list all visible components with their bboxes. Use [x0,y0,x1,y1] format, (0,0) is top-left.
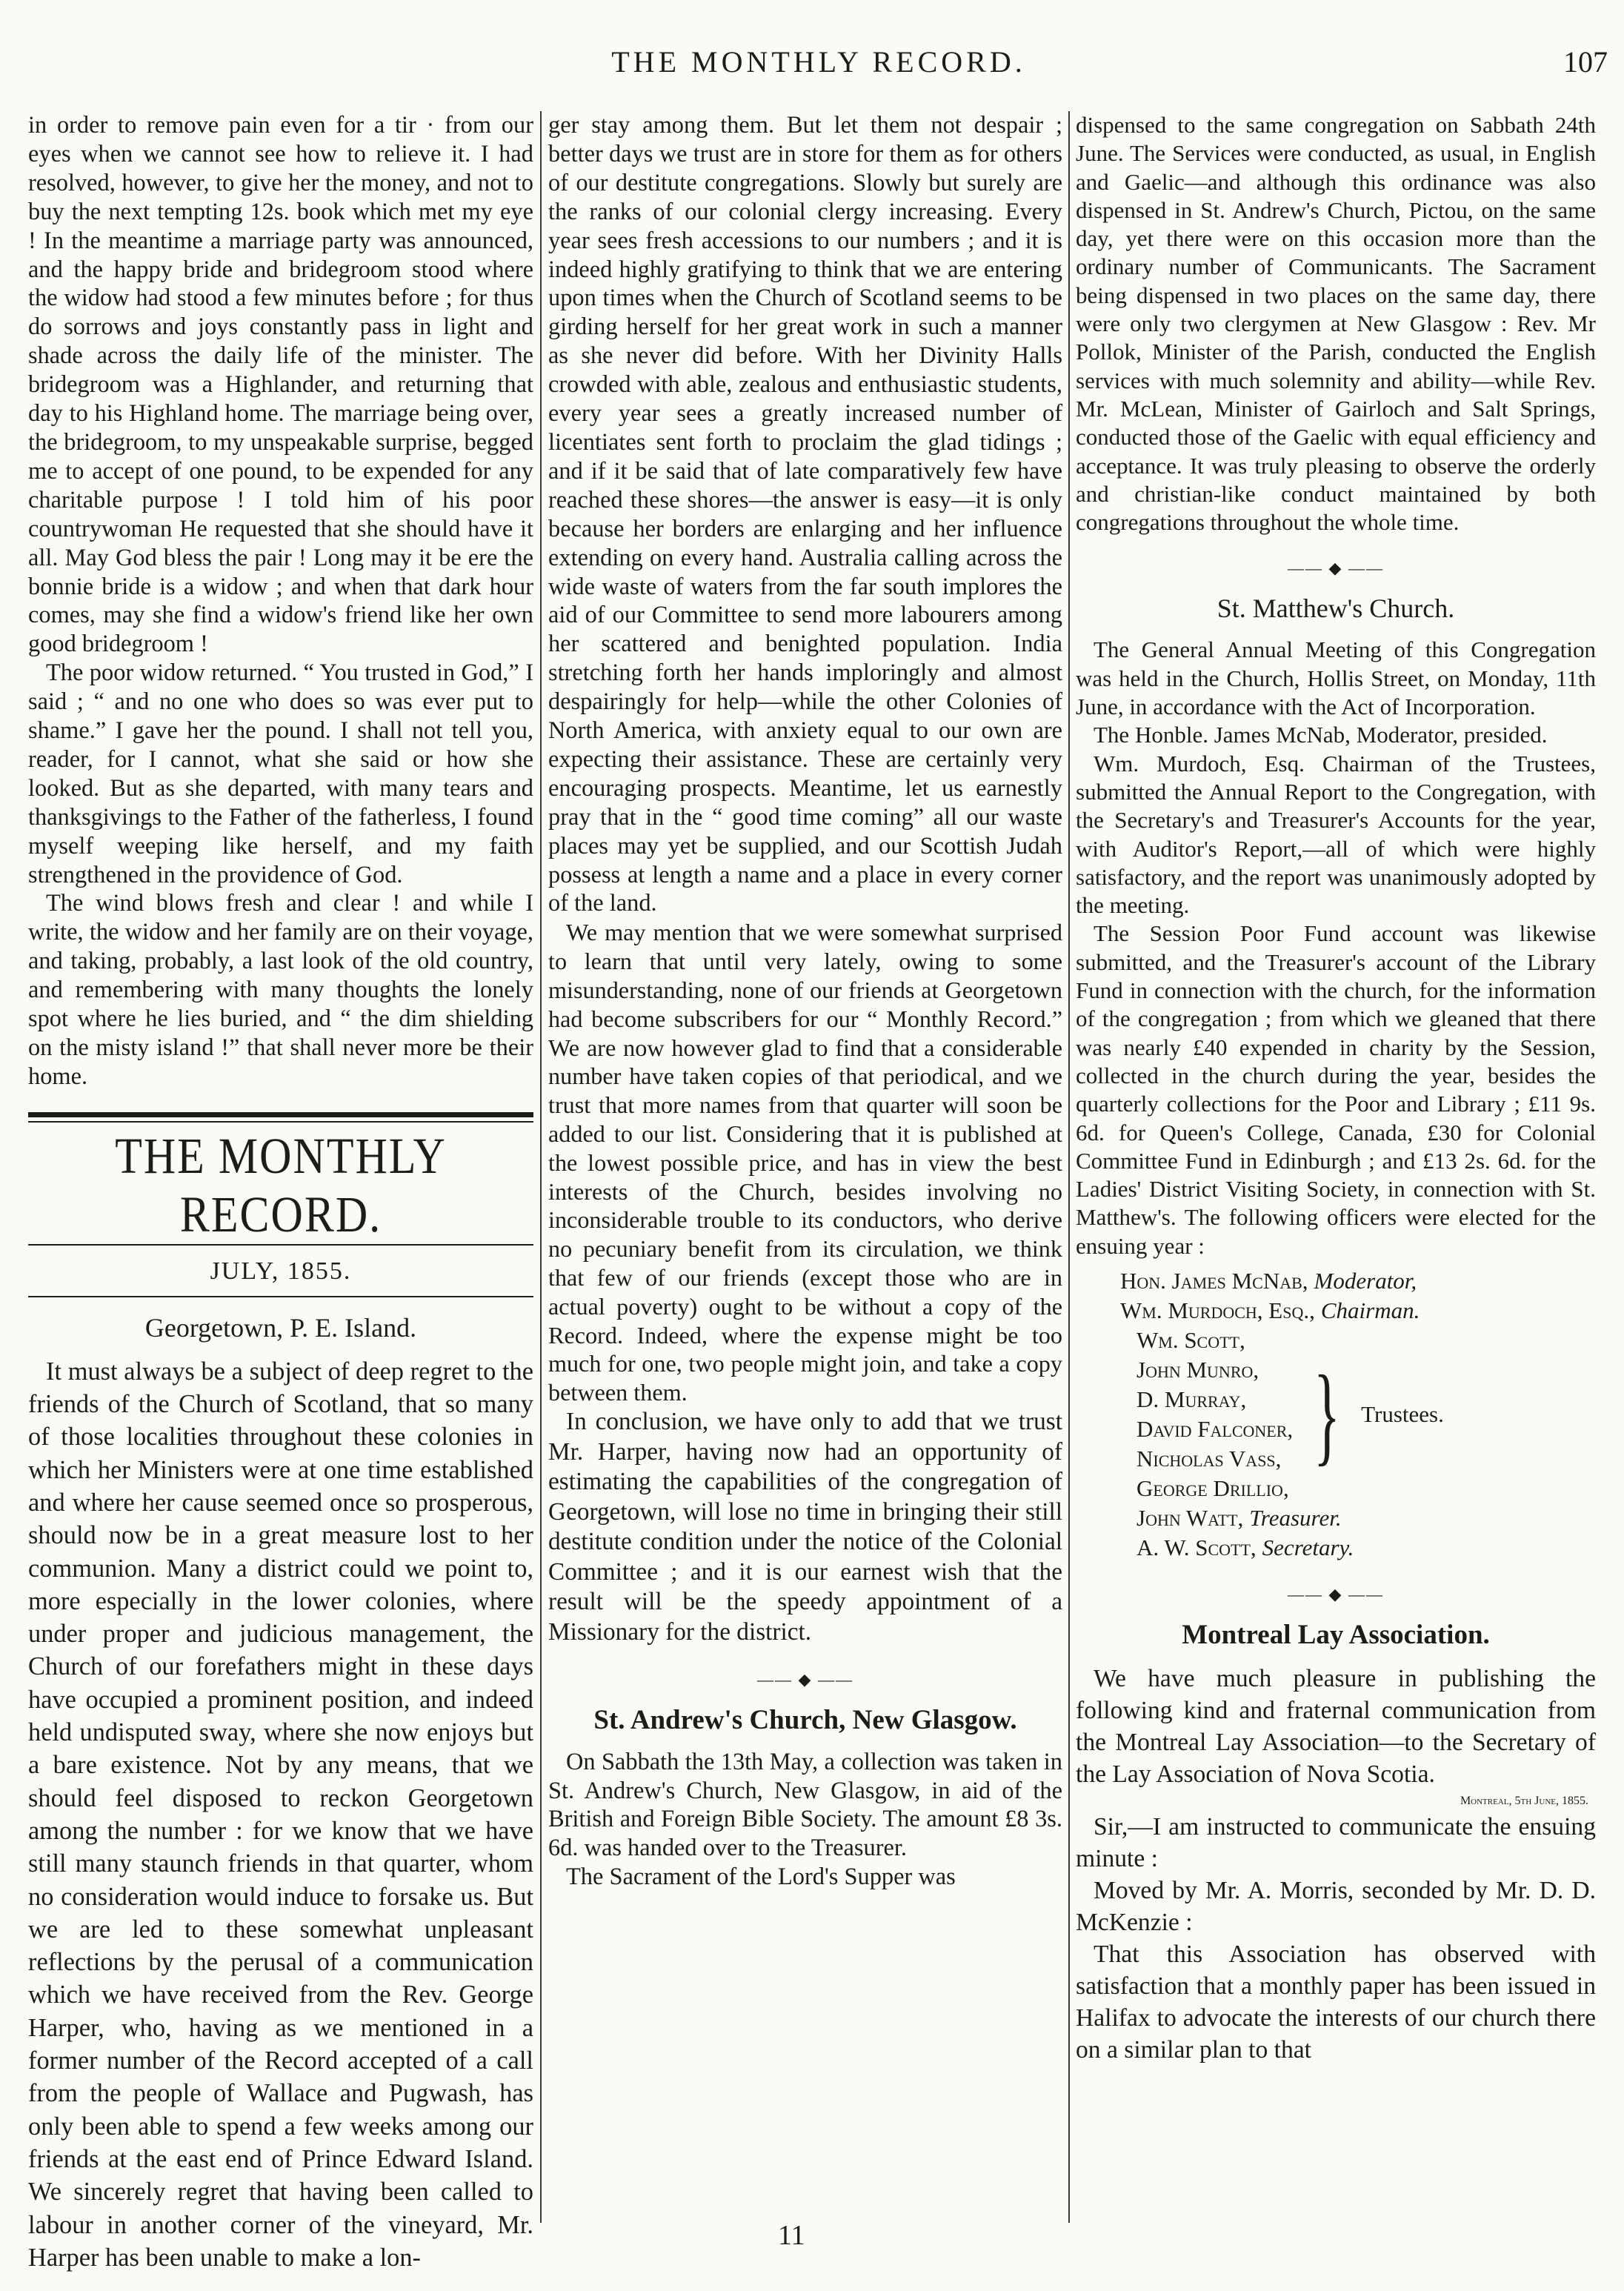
signature-mark: 11 [778,2220,805,2251]
page-header [30,13,1608,87]
paragraph: dispensed to the same congregation on Sabbath 24th June. The Services were conducted, as usual, in English and Gaelic—and although this ordinance was also dispensed in St. Andrew's Church, Pictou, on the same day, yet there were on this occasion more than the ordinary number of Communicants. The Sacrament being dispensed in two places on the same day, there were only two clergymen at New Glasgow : Rev. Mr Pollok, Minister of the Parish, conducted the English services with much solemnity and ability—while Rev. Mr. McLean, Minister of Gairloch and Salt Springs, conducted those of the Gaelic with equal efficiency and acceptance. It was truly pleasing to observe the orderly and christian-like conduct maintained by both congregations throughout the whole time. [1076,112,1596,536]
trustee-name: John Munro, [1137,1356,1259,1383]
officers-list [1120,1266,1596,1563]
paragraph: We may mention that we were somewhat surprised to learn that until very lately, owing to some misunderstanding, none of our friends at Georgetown had become subscribers for our “ Monthly Record.” We are now however glad to find that a considerable number have taken copies of that periodical, and we trust that more names from that quarter will soon be added to our list. Considering that it is published at the lowest possible price, and has in view the best interests of the Church, besides involving no inconsiderable trouble to its conductors, who derive no pecuniary benefit from its circulation, we think that few of our friends (except those who are in actual poverty) ought to be without a copy of the Record. Indeed, where the expense might be too much for one, two people might join, and take a copy between them. [548,919,1062,1406]
trustee-name: Nicholas Vass, [1137,1445,1282,1472]
trustee-name: George Drillio, [1137,1474,1289,1501]
rule [28,1121,533,1123]
paragraph: Wm. Murdoch, Esq. Chairman of the Trustees, submitted the Annual Report to the Congregation, with the Secretary's and Treasurer's Accounts for the year, with Auditor's Report,—all of which were highly satisfactory, and the report was unanimously adopted by the meeting. [1076,750,1596,919]
ornament-divider: —— ◆ —— [757,1669,853,1689]
paragraph: On Sabbath the 13th May, a collection was taken in St. Andrew's Church, New Glasgow, in aid of the British and Foreign Bible Society. The amount £8 3s. 6d. was handed over to the Treasurer. [548,1748,1062,1862]
paragraph: The wind blows fresh and clear ! and while I write, the widow and her family are on their voyage, and taking, probably, a last look of the old country, and remembering with many thoughts the lonely spot where he lies buried, and “ the dim shielding on the misty island !” that shall never more be their home. [28,890,533,1090]
article-title: St. Andrew's Church, New Glasgow. [593,1704,1017,1735]
officer-role: Secretary. [1262,1534,1354,1560]
rule [28,1296,533,1297]
officer-row [1137,1533,1596,1563]
masthead: THE MONTHLY RECORD. [115,1127,447,1243]
paragraph: Moved by Mr. A. Morris, seconded by Mr. D. D. McKenzie : [1076,1876,1596,1936]
article-title: St. Matthew's Church. [1217,593,1455,624]
officer-role: Treasurer. [1249,1504,1342,1531]
paragraph: The poor widow returned. “ You trusted in God,” I said ; “ and no one who does so was ever put to shame.” I gave her the pound. I shall not tell you, reader, for I cannot, what she said or how she looked. But as she departed, with many tears and thanksgivings to the Father of the fatherless, I found myself weeping like herself, and my faith strengthened in the providence of God. [28,659,533,888]
officer-row [1137,1503,1596,1533]
dateline: Montreal, 5th June, 1855. [1460,1794,1588,1807]
paragraph: The Honble. James McNab, Moderator, presided. [1094,722,1548,748]
trustee-name: David Falconer, [1137,1415,1294,1442]
page-number: 107 [1563,45,1608,79]
officer-role: Moderator, [1314,1267,1417,1294]
article-title: Montreal Lay Association. [1182,1619,1490,1650]
paragraph: In conclusion, we have only to add that we trust Mr. Harper, having now had an opportunity of estimating the capabilities of the congregation of Georgetown, will lose no time in bringing their still destitute condition under the notice of the Colonial Committee ; and it is our earnest wish that the result will be the speedy appointment of a Missionary for the district. [548,1407,1062,1646]
paragraph: in order to remove pain even for a tir · from our eyes when we cannot see how to relieve it. I had resolved, however, to give her the money, and not to buy the next tempting 12s. book which met my eye ! In the meantime a marriage party was announced, and the happy bride and bridegroom stood where the widow had stood a few minutes before ; for thus do sorrows and joys constantly pass in light and shade across the daily life of the minister. The bridegroom was a Highlander, and returning that day to his Highland home. The marriage being over, the bridegroom, to my unspeakable surprise, begged me to accept of one pound, to be expended for any charitable purpose ! I told him of his poor countrywoman He requested that she should have it all. May God bless the pair ! Long may it be ere the bonnie bride is a widow ; and when that dark hour comes, may she find a widow's friend like her own good bridegroom ! [28,112,533,658]
paragraph: We have much pleasure in publishing the following kind and fraternal communication from the Montreal Lay Association—to the Secretary of the Lay Association of Nova Scotia. [1076,1664,1596,1788]
officer-name: Wm. Murdoch, Esq., [1120,1297,1315,1323]
masthead-block [28,1112,533,1297]
paragraph: That this Association has observed with satisfaction that a monthly paper has been issued in Halifax to advocate the interests of our church there on a similar plan to that [1076,1940,1596,2064]
officer-name: Hon. James McNab, [1120,1267,1308,1294]
paragraph: It must always be a subject of deep regret to the friends of the Church of Scotland, that so many of those localities throughout these colonies in which her Ministers were at one time established and where her cause seemed once so prosperous, should now be in a great measure lost to her communion. Many a district could we point to, more especially in the lower colonies, where under proper and judicious management, the Church of our forefathers might in these days have occupied a prominent position, and indeed held undisputed sway, where she now enjoys but a bare existence. Not by any means, that we should feel disposed to reckon Georgetown among the number : for we know that we have still many staunch friends in that quarter, whom no consideration would induce to forsake us. But we are led to these somewhat unpleasant reflections by the perusal of a communication which we have received from the Rev. George Harper, who, having as we mentioned in a former number of the Record accepted of a call from the people of Wallace and Pugwash, has only been able to spend a few weeks among our friends at the east end of Prince Edward Island. We sincerely regret that having been called to labour in another corner of the vineyard, Mr. Harper has been unable to make a lon- [28,1357,533,2272]
column-1 [28,111,533,2272]
column-3 [1076,111,1596,2223]
column-2 [548,111,1062,2223]
trustee-name: D. Murray, [1137,1386,1247,1412]
brace-icon: } [1314,1352,1341,1476]
paragraph: ger stay among them. But let them not despair ; better days we trust are in store for them as for others of our destitute congregations. Slowly but surely are the ranks of our colonial clergy increasing. Every year sees fresh accessions to our numbers ; and it is indeed highly gratifying to think that we are entering upon times when the Church of Scotland seems to be girding herself for her great work in such a manner as she never did before. With her Divinity Halls crowded with able, zealous and enthusiastic students, every year sees a greatly increased number of licentiates sent forth to proclaim the glad tidings ; and if it be said that of late comparatively few have reached these shores—the answer is easy—it is only because her borders are enlarging and her influence extending on every hand. Australia calling across the wide waste of waters from the far south implores the aid of our Committee to send more labourers among her scattered and benighted population. India stretching forth her hands imploringly and almost despairingly for help—while the other Colonies of North America, with anxiety equal to our own are expecting their assistance. These are certainly very encouraging prospects. Meantime, let us earnestly pray that in the “ good time coming” all our waste places may yet be supplied, and our Scottish Judah possess at length a name and a place in every corner of the land. [548,112,1062,917]
issue-date: JULY, 1855. [210,1257,352,1285]
paragraph: The Sacrament of the Lord's Supper was [566,1863,956,1891]
trustee-list [1137,1326,1293,1503]
running-head: THE MONTHLY RECORD. [611,45,1026,79]
article-title: Georgetown, P. E. Island. [144,1312,417,1343]
ornament-divider: —— ◆ —— [1288,559,1384,578]
column-divider [1068,111,1070,2223]
column-divider [540,111,542,2223]
officer-name: A. W. Scott, [1137,1534,1257,1560]
officer-row [1120,1296,1596,1326]
officer-name: John Watt, [1137,1504,1244,1531]
trustee-name: Wm. Scott, [1137,1326,1245,1353]
rule [28,1112,533,1117]
paragraph: The Session Poor Fund account was likewise submitted, and the Treasurer's account of the Library Fund in connection with the church, for the information of the congregation ; from which we gleaned that there was nearly £40 expended in charity by the Session, collected in the church during the year, besides the quarterly collections for the Poor and Library ; £11 9s. 6d. for Queen's College, Canada, £30 for Colonial Committee Fund in Edinburgh ; and £13 2s. 6d. for the Ladies' District Visiting Society, in connection with St. Matthew's. The following officers were elected for the ensuing year : [1076,920,1596,1259]
officer-row [1120,1266,1596,1296]
paragraph: Sir,—I am instructed to communicate the ensuing minute : [1076,1812,1596,1872]
paragraph: The General Annual Meeting of this Congregation was held in the Church, Hollis Street, on Monday, 11th June, in accordance with the Act of Incorporation. [1076,636,1596,720]
trustee-group [1137,1326,1596,1503]
ornament-divider: —— ◆ —— [1288,1584,1384,1603]
officer-role: Chairman. [1320,1297,1420,1323]
trustees-label: Trustees. [1361,1400,1444,1427]
